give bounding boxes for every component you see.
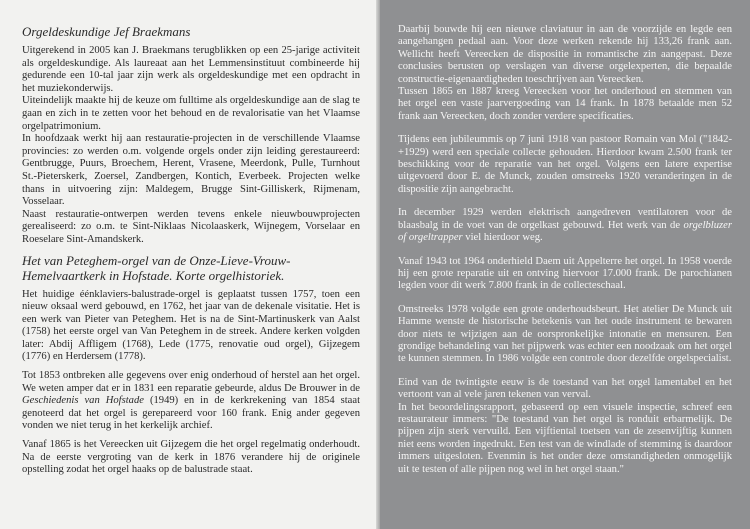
section-title-braekmans: Orgeldeskundige Jef Braekmans: [22, 24, 191, 39]
paragraph: Tussen 1865 en 1887 kreeg Vereecken voor het onderhoud en stemmen van het orgel een vaste jaarvergoeding van 14 frank. In 1878 betaalde men 52 frank aan Vereecken, doch zonder verdere specificaties.: [398, 86, 732, 122]
paragraph: Vanaf 1865 is het Vereecken uit Gijzegem die het orgel regelmatig onderhoudt. Na de eerste vergroting van de kerk in 1876 verandere hij de originele opstelling zodat het orgel haaks op de balustrade staat.: [22, 439, 360, 476]
paragraph: Naast restauratie-ontwerpen werden tevens enkele nieuwbouwprojecten gerealiseerd: zo o.m. te Sint-Niklaas Nicolaaskerk, Wijnegem, Vorselaar en Roeselare Sint-Amandskerk.: [22, 208, 360, 245]
italic-term: orgelbluzer of orgeltrapper: [398, 219, 732, 244]
paragraph: Tijdens een jubileummis op 7 juni 1918 van pastoor Romain van Mol ("1842-+1929) werd een speciale collecte gehouden. Hierdoor kwam 2.500 frank ter beschikking voor de reparatie van het orgel. Volgens een latere expertise uitgevoerd door E. de Munck, zouden omstreeks 1920 veranderingen in de dispositie zijn aangebracht.: [398, 134, 732, 195]
paragraph-text: Tot 1853 ontbreken alle gegevens over enig onderhoud of herstel aan het orgel. We weten amper dat er in 1831 een reparatie gebeurde, aldus De Brouwer in de: [22, 370, 360, 394]
paragraph-text: (1949) en in de kerkrekening van 1854 staat genoteerd dat het orgel is gerepareerd voor 160 frank. Enig ander gegeven vonden we niet terug in het kerkelijk archief.: [22, 395, 361, 432]
right-page-content: [398, 24, 732, 476]
paragraph: [22, 370, 360, 433]
paragraph: In hoofdzaak werkt hij aan restauratie-projecten in de verschillende Vlaamse provincies: zo werden o.m. volgende orgels onder zijn leiding gerestaureerd: Gentbrugge, Puurs, Broechem, Herent, Vrasene, Meerdonk, Pulle, Turnhout St.-Pieterskerk, Zoersel, Zandbergen, Kontich, Everbeek. Projecten welke thans in uitvoering zijn: Maldegem, Brugge Sint-Gilliskerk, Rijmenam, Vosselaar.: [22, 133, 360, 208]
paragraph: Daarbij bouwde hij een nieuwe claviatuur in aan de voorzijde en legde een aangehangen pedaal aan. Voor deze werken rekende hij 133,26 frank aan. Wellicht heeft Vereecken de dispositie in romantische zin aangepast. Deze conclusies berusten op verslagen van diverse orgelexperten, die bepaalde constructie-eigenaardigheden toeschrijven aan Vereecken.: [398, 24, 732, 85]
paragraph: In het beoordelingsrapport, gebaseerd op een visuele inspectie, schreef een restaurateur immers: "De toestand van het orgel is ronduit erbarmelijk. De pijpen zijn sterk vervuild. Een vijftiental toetsen van de zesenvijftig kunnen niet eens worden ingedrukt. Een test van de windlade of stemming is daardoor immers uitgesloten. Evenmin is het onder deze omstandigheden onmogelijk uit te testen of alle pijpen nog wel in het orgel staan.": [398, 401, 732, 475]
paragraph: Omstreeks 1978 volgde een grote onderhoudsbeurt. Het atelier De Munck uit Hamme wenste de historische betekenis van het oude instrument te bewaren door niets te wijzigen aan de oorspronkelijke intonatie en mensuren. Een grondige behandeling van het pijpwerk was echter een noodzaak om het orgel te kunnen stemmen. In 1986 volgde een controle door dezelfde orgelspecialist.: [398, 303, 732, 365]
paragraph: Vanaf 1943 tot 1964 onderhield Daem uit Appelterre het orgel. In 1958 voerde hij een grote reparatie uit en ontving hiervoor 17.000 frank. De parochianen legden voor dit werk 7.800 frank in de collecteschaal.: [398, 255, 732, 292]
paragraph: Uitgerekend in 2005 kan J. Braekmans terugblikken op een 25-jarige activiteit als orgeldeskundige. Als laureaat aan het Lemmensinstituut combineerde hij gedurende een 10-tal jaar zijn werk als orgeldeskundige met een opdracht in het muziekonderwijs.: [22, 45, 360, 94]
left-page-content: [22, 24, 360, 477]
paragraph-text: viel hierdoor weg.: [462, 232, 543, 244]
paragraph-text: In december 1929 werden elektrisch aangedreven ventilatoren voor de blaasbalg in de voet van de orgelkast gebouwd. Het werk van de: [398, 207, 732, 231]
paragraph: Het huidige éénklaviers-balustrade-orgel is geplaatst tussen 1757, toen een nieuw oksaal werd gebouwd, en 1762, het jaar van de dekenale visitatie. Het is een werk van Pieter van Peteghem. Het is na de Sint-Martinuskerk van Aalst (1758) het eerste orgel van Van Peteghem in de streek. Andere kerken volgden later: Abdij Affligem (1768), Lede (1775, renovatie oud orgel), Gijzegem (1776) en Herdersem (1778).: [22, 288, 360, 363]
paragraph: Eind van de twintigste eeuw is de toestand van het orgel lamentabel en het vertoont van al vele jaren tekenen van verval.: [398, 376, 732, 401]
book-title: Geschiedenis van Hofstade: [22, 395, 144, 407]
section-title-organ-history: Het van Peteghem-orgel van de Onze-Lieve-Vrouw-Hemelvaartkerk in Hofstade. Korte orgelhistoriek.: [22, 252, 291, 283]
paragraph: Uiteindelijk maakte hij de keuze om fulltime als orgeldeskundige aan de slag te gaan en zich in te zetten voor het behoud en de revalorisatie van het Vlaamse orgelpatrimonium.: [22, 95, 360, 132]
paragraph: [398, 207, 732, 244]
